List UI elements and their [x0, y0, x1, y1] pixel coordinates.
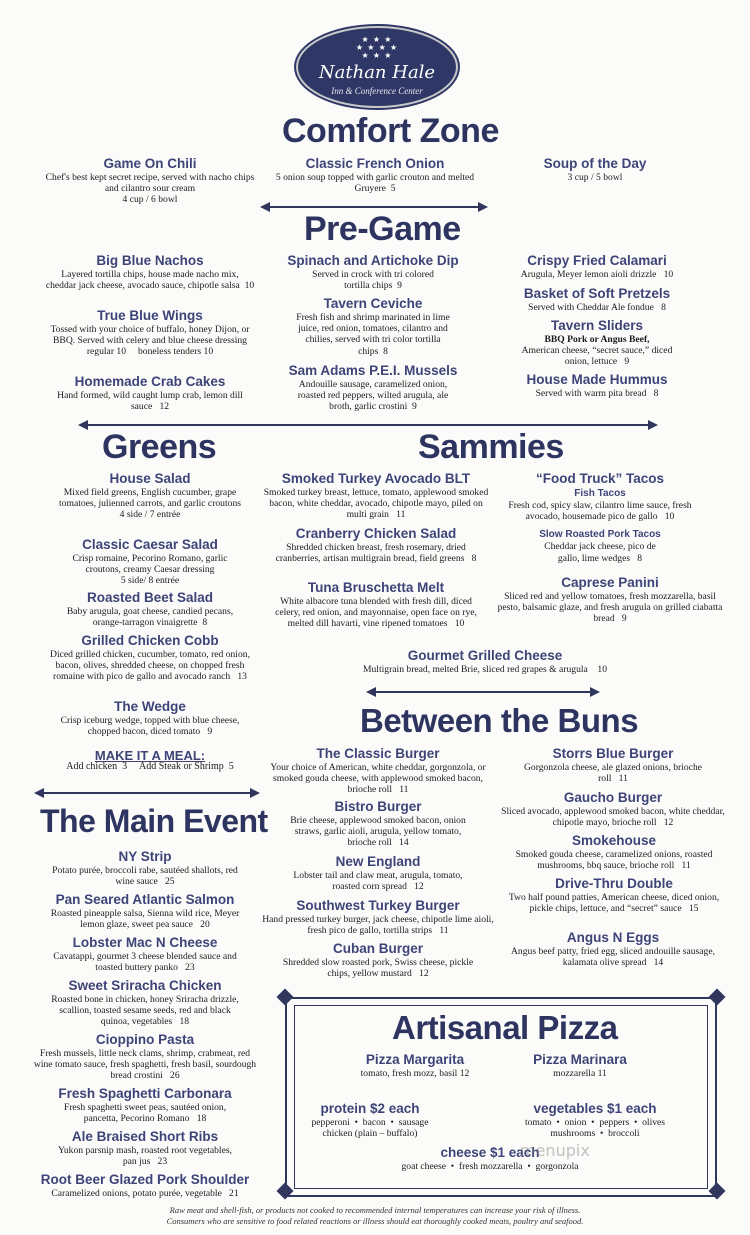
item-name: Grilled Chicken Cobb [81, 633, 219, 648]
item-price: 3 cup / 5 bowl [567, 172, 623, 183]
item-name: Fresh Spaghetti Carbonara [58, 1086, 232, 1101]
item-desc: Cheddar jack cheese, pico de gallo, lime wedges 8 [544, 541, 656, 564]
item-name: Cuban Burger [332, 941, 423, 956]
item-desc: Gorgonzola cheese, ale glazed onions, brioche roll 11 [523, 762, 703, 785]
menu-item [275, 253, 471, 291]
menu-item [270, 854, 486, 892]
item-name: Angus N Eggs [566, 930, 660, 945]
item-desc: American cheese, “secret sauce,” diced onion, lettuce 9 [521, 345, 673, 368]
item-name: Caprese Panini [561, 575, 659, 590]
item-name: “Food Truck” Tacos [535, 471, 665, 486]
menu-item [275, 296, 471, 357]
item-desc: Chef's best kept secret recipe, served with nacho chips and cilantro sour cream [45, 172, 255, 195]
item-name: Lobster Mac N Cheese [72, 935, 218, 950]
divider [44, 792, 250, 794]
item-name: Game On Chili [103, 156, 197, 171]
item-desc: Crisp iceburg wedge, topped with blue cheese, chopped bacon, diced tomato 9 [60, 715, 240, 738]
item-desc: Baby arugula, goat cheese, candied pecans, orange-tarragon vinaigrette 8 [66, 606, 234, 629]
item-desc: Crisp romaine, Pecorino Romano, garlic croutons, creamy Caesar dressing [72, 553, 228, 576]
item-desc: Layered tortilla chips, house made nacho mix, cheddar jack cheese, avocado sauce, chipotle salsa 10 [45, 269, 255, 292]
item-name: Cioppino Pasta [95, 1032, 195, 1047]
menu-item [262, 471, 490, 521]
item-name: Gourmet Grilled Cheese [407, 648, 563, 663]
item-name: Roasted Beet Salad [86, 590, 214, 605]
menu-item [262, 580, 490, 630]
menu-item [35, 892, 255, 930]
item-name: Sam Adams P.E.I. Mussels [288, 363, 458, 378]
menu-item [492, 372, 702, 399]
item-desc: Served with warm pita bread 8 [535, 388, 659, 399]
item-name: Tavern Ceviche [323, 296, 423, 311]
pizza-item [330, 1052, 500, 1079]
item-desc: Angus beef patty, fried egg, sliced andouille sausage, kalamata olive spread 14 [511, 946, 715, 969]
menu-item [492, 286, 702, 313]
item-desc: Andouille sausage, caramelized onion, roasted red peppers, wilted arugula, ale broth, garlic crostini 9 [297, 379, 449, 413]
item-name: Homemade Crab Cakes [74, 374, 226, 389]
item-name: Smokehouse [571, 833, 657, 848]
menu-item [35, 849, 255, 887]
item-name: Pan Seared Atlantic Salmon [55, 892, 235, 907]
item-desc: mozzarella 11 [553, 1068, 607, 1079]
logo-stars: ★ ★ ★ ★ ★ ★ ★ ★ ★ ★ [355, 35, 399, 60]
item-desc: Caramelized onions, potato purée, vegetable 21 [51, 1188, 239, 1199]
item-desc: Potato purée, broccoli rabe, sautéed shallots, red wine sauce 25 [52, 865, 238, 888]
make-it-a-meal-title: MAKE IT A MEAL: [94, 748, 206, 763]
item-name: Spinach and Artichoke Dip [287, 253, 459, 268]
artisanal-pizza-heading: Artisanal Pizza [392, 1009, 618, 1046]
menu-item [55, 374, 245, 412]
item-desc: Roasted pineapple salsa, Sienna wild rice, Meyer lemon glaze, sweet pea sauce 20 [50, 908, 240, 931]
item-name: The Wedge [114, 699, 186, 714]
item-desc: Served with Cheddar Ale fondue 8 [528, 302, 666, 313]
pizza-item [505, 1052, 655, 1079]
item-name: Pizza Marinara [533, 1052, 627, 1067]
item-name: Pizza Margarita [365, 1052, 465, 1067]
menu-item [500, 156, 690, 183]
menu-item [45, 633, 255, 683]
item-price: regular 10 boneless tenders 10 [86, 346, 214, 358]
item-subname: Fish Tacos [574, 488, 626, 499]
menu-item [500, 471, 700, 564]
sammies-heading: Sammies [418, 428, 564, 466]
comfort-zone-heading: Comfort Zone [282, 112, 499, 150]
item-name: Big Blue Nachos [96, 253, 204, 268]
item-name: Southwest Turkey Burger [296, 898, 460, 913]
item-desc: Fresh mussels, little neck clams, shrimp, crabmeat, red wine tomato sauce, fresh spaghetti, fresh basil, sourdough bread crostini 26 [33, 1048, 257, 1082]
item-desc: Shredded chicken breast, fresh rosemary, dried cranberries, artisan multigrain bread, field greens 8 [275, 542, 477, 565]
divider [88, 424, 648, 426]
item-desc-bold: BBQ Pork or Angus Beef, [544, 334, 650, 345]
item-name: Drive-Thru Double [555, 876, 673, 891]
menu-item [35, 978, 255, 1028]
item-desc: Fresh fish and shrimp marinated in lime juice, red onion, tomatoes, cilantro and chilies, served with tri color tortilla chips 8 [296, 312, 450, 357]
menu-item [45, 590, 255, 628]
menu-item [30, 1032, 260, 1082]
item-name: Storrs Blue Burger [552, 746, 674, 761]
footer-disclaimer: Raw meat and shell-fish, or products not cooked to recommended internal temperatures can increase your risk of illness. Consumers who are sensitive to food related reactions or illness should eat thoroughly cooked meats, poultry and seafood. [166, 1205, 584, 1226]
item-desc: Sliced red and yellow tomatoes, fresh mozzarella, basil pesto, balsamic glaze, and fresh arugula on grilled ciabatta bread 9 [497, 591, 723, 625]
menu-item [500, 930, 726, 968]
item-price: 5 side/ 8 entrée [120, 575, 180, 587]
menu-item [492, 318, 702, 368]
item-name: House Made Hummus [526, 372, 668, 387]
logo-script: Nathan Hale [318, 62, 436, 83]
item-desc: Lobster tail and claw meat, arugula, tomato, roasted corn spread 12 [293, 870, 463, 893]
item-desc: tomato • onion • peppers • olives mushrooms • broccoli [524, 1117, 666, 1140]
menu-item [496, 575, 724, 625]
item-desc: Multigrain bread, melted Brie, sliced red grapes & arugula 10 [362, 664, 608, 675]
item-desc: Mixed field greens, English cucumber, grape tomatoes, julienned carrots, and garlic croutons [59, 487, 241, 510]
item-name: cheese $1 each [440, 1145, 540, 1160]
item-desc: pepperoni • bacon • sausage chicken (plain – buffalo) [311, 1117, 429, 1140]
item-desc: Fresh cod, spicy slaw, cilantro lime sauce, fresh avocado, housemade pico de gallo 10 [508, 500, 692, 523]
item-desc: Sliced avocado, applewood smoked bacon, white cheddar, chipotle mayo, brioche roll 12 [501, 806, 725, 829]
menu-item [498, 833, 730, 871]
item-name: vegetables $1 each [533, 1101, 657, 1116]
menu-item [270, 746, 486, 796]
item-name: Classic Caesar Salad [82, 537, 218, 552]
item-desc: Shredded slow roasted pork, Swiss cheese, pickle chips, yellow mustard 12 [282, 957, 474, 980]
item-name: Bistro Burger [334, 799, 422, 814]
menu-item [30, 1129, 260, 1167]
item-desc: Arugula, Meyer lemon aioli drizzle 10 [520, 269, 674, 280]
item-desc: Roasted bone in chicken, honey Sriracha drizzle, scallion, toasted sesame seeds, red and black quinoa, vegetables 18 [51, 994, 239, 1028]
item-desc: Smoked turkey breast, lettuce, tomato, applewood smoked bacon, white cheddar, avocado, chipotle mayo, piled on multi grain 11 [263, 487, 489, 521]
menu-item [20, 1172, 270, 1199]
item-name: Classic French Onion [305, 156, 445, 171]
menu-item [330, 648, 640, 675]
item-name: New England [335, 854, 421, 869]
pizza-vegetables [510, 1101, 680, 1139]
menu-item [45, 699, 255, 737]
menu-item [270, 156, 480, 194]
menu-item [498, 876, 730, 914]
item-desc: Tossed with your choice of buffalo, honey Dijon, or BBQ. Served with celery and blue cheese dressing [50, 324, 250, 347]
menu-item [270, 799, 486, 849]
item-desc: Served in crock with tri colored tortilla chips 9 [312, 269, 434, 292]
item-desc: Yukon parsnip mash, roasted root vegetables, pan jus 23 [58, 1145, 232, 1168]
watermark: menupix [520, 1141, 590, 1160]
item-desc: 5 onion soup topped with garlic crouton and melted Gruyere 5 [275, 172, 475, 195]
greens-heading: Greens [102, 428, 217, 466]
item-desc: tomato, fresh mozz, basil 12 [360, 1068, 470, 1079]
item-name: Cranberry Chicken Salad [295, 526, 457, 541]
item-price: 4 side / 7 entrée [119, 509, 181, 521]
item-desc: Diced grilled chicken, cucumber, tomato, red onion, bacon, olives, shredded cheese, on chopped fresh romaine with pico de gallo and avocado ranch 13 [50, 649, 250, 683]
item-name: Tavern Sliders [550, 318, 644, 333]
menu-item [262, 898, 494, 936]
item-name: Basket of Soft Pretzels [523, 286, 671, 301]
item-desc: Brie cheese, applewood smoked bacon, onion straws, garlic aioli, arugula, yellow tomato, brioche roll 14 [290, 815, 466, 849]
logo-subtitle: Inn & Conference Center [331, 86, 423, 96]
item-name: Sweet Sriracha Chicken [68, 978, 222, 993]
item-name: Root Beer Glazed Pork Shoulder [40, 1172, 250, 1187]
menu-item [500, 790, 726, 828]
item-subname: Slow Roasted Pork Tacos [539, 529, 661, 541]
item-name: protein $2 each [320, 1101, 420, 1116]
divider [376, 691, 590, 693]
item-desc: Smoked gouda cheese, caramelized onions, roasted mushrooms, bbq sauce, brioche roll 11 [515, 849, 713, 872]
item-desc: Two half pound patties, American cheese, diced onion, pickle chips, lettuce, and “secret” sauce 15 [508, 892, 720, 915]
divider [270, 206, 478, 208]
menu-item [45, 308, 255, 358]
item-name: NY Strip [118, 849, 172, 864]
item-desc: Your choice of American, white cheddar, gorgonzola, or smoked gouda cheese, with applewood smoked bacon, brioche roll 11 [270, 762, 486, 796]
menu-item [45, 253, 255, 291]
item-name: True Blue Wings [97, 308, 203, 323]
make-it-a-meal [45, 750, 255, 772]
menu-item [262, 526, 490, 564]
pizza-protein [295, 1101, 445, 1139]
menu-item [35, 935, 255, 973]
item-name: The Classic Burger [316, 746, 440, 761]
menu-item [500, 746, 726, 784]
logo [296, 26, 458, 108]
item-desc: White albacore tuna blended with fresh dill, diced celery, red onion, and mayonnaise, open face on rye, melted dill havarti, vine ripened tomatoes 10 [275, 596, 477, 630]
item-name: Tuna Bruschetta Melt [307, 580, 445, 595]
item-name: Ale Braised Short Ribs [71, 1129, 219, 1144]
item-desc: Hand formed, wild caught lump crab, lemon dill sauce 12 [57, 390, 243, 413]
item-desc: Fresh spaghetti sweet peas, sautéed onion, pancetta, Pecorino Romano 18 [63, 1102, 227, 1125]
item-name: House Salad [109, 471, 191, 486]
menu-item [45, 537, 255, 587]
menu-item [275, 363, 471, 413]
item-name: Soup of the Day [543, 156, 647, 171]
item-name: Gaucho Burger [563, 790, 663, 805]
item-name: Crispy Fried Calamari [527, 253, 667, 268]
main-event-heading: The Main Event [40, 803, 268, 839]
menu-item [30, 1086, 260, 1124]
make-it-a-meal-desc: Add chicken 3 Add Steak or Shrimp 5 [66, 761, 234, 773]
between-the-buns-heading: Between the Buns [360, 702, 639, 739]
item-desc: goat cheese • fresh mozzarella • gorgonzola [401, 1161, 579, 1172]
item-desc: Cavatappi, gourmet 3 cheese blended sauce and toasted buttery panko 23 [53, 951, 237, 974]
menu-item [492, 253, 702, 280]
item-desc: Hand pressed turkey burger, jack cheese, chipotle lime aioli, fresh pico de gallo, tortilla strips 11 [262, 914, 494, 937]
pre-game-heading: Pre-Game [304, 210, 461, 248]
item-price: 4 cup / 6 bowl [122, 194, 178, 206]
item-name: Smoked Turkey Avocado BLT [281, 471, 471, 486]
menu-item [45, 156, 255, 206]
menu-item [270, 941, 486, 979]
menu-item [45, 471, 255, 521]
